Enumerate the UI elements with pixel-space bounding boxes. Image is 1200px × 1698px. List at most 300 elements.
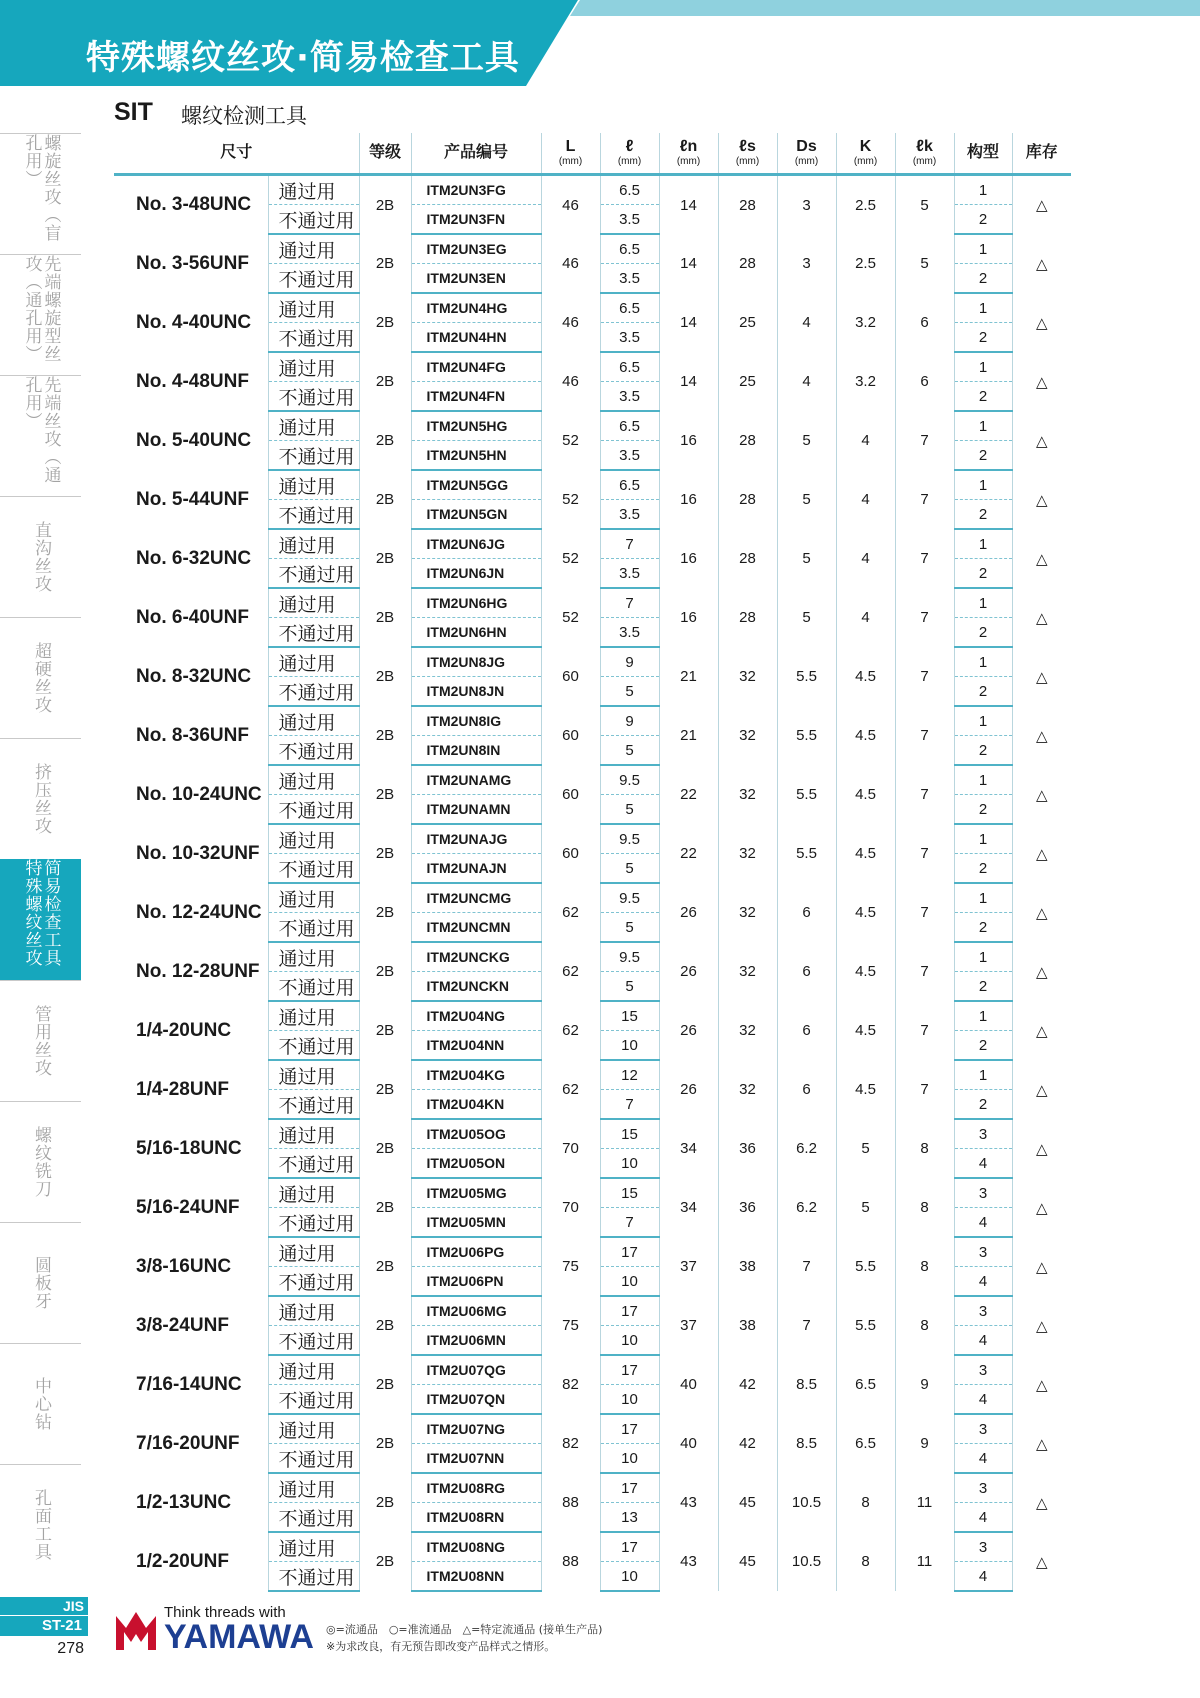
go-label-cell: 通过用 [268,765,359,795]
stock-cell: △ [1012,883,1071,942]
form-cell: 3 [954,1473,1012,1503]
table-row [114,470,1071,500]
table-row [114,529,1071,559]
thread-length-cell: 6.5 [600,293,659,323]
length-cell: 62 [541,883,600,942]
size-cell: No. 3-56UNF [136,252,249,274]
product-code-cell: ITM2U05OG [411,1119,541,1149]
size-cell: No. 5-40UNC [136,429,252,451]
shank-diameter-cell: 6.2 [777,1119,836,1178]
product-code-cell: ITM2U04NN [411,1031,541,1061]
product-code-cell: ITM2U05MN [411,1208,541,1238]
product-code-cell: ITM2U08NN [411,1562,541,1592]
size-cell: No. 5-44UNF [136,488,249,510]
side-nav-item[interactable] [0,980,81,1101]
shank-diameter-cell: 7 [777,1296,836,1355]
shank-diameter-cell: 4 [777,293,836,352]
neck-length-cell: 14 [659,293,718,352]
length-cell: 82 [541,1414,600,1473]
square-size-cell: 5.5 [836,1237,895,1296]
thread-length-cell: 3.5 [600,382,659,412]
product-code-cell: ITM2U08RN [411,1503,541,1533]
table-row [114,1532,1071,1562]
nogo-label-cell: 不通过用 [268,500,359,530]
side-nav-item[interactable] [0,1343,81,1464]
thread-length-cell: 5 [600,677,659,707]
length-cell: 88 [541,1532,600,1591]
column-header-label: 库存 [1025,144,1058,161]
thread-length-cell: 10 [600,1031,659,1061]
thread-length-cell: 17 [600,1532,659,1562]
thread-length-cell: 17 [600,1237,659,1267]
form-cell: 1 [954,706,1012,736]
grade-cell: 2B [359,706,411,765]
logo-tagline: Think threads with [164,1604,286,1621]
thread-length-cell: 10 [600,1149,659,1179]
product-code-cell: ITM2U06PN [411,1267,541,1297]
square-length-cell: 9 [895,1355,954,1414]
go-label-cell: 通过用 [268,1119,359,1149]
thread-length-cell: 9.5 [600,824,659,854]
square-size-cell: 3.2 [836,352,895,411]
table-row [114,706,1071,736]
square-length-cell: 8 [895,1119,954,1178]
shank-diameter-cell: 4 [777,352,836,411]
stock-cell: △ [1012,234,1071,293]
table-body [114,175,1071,1592]
length-cell: 62 [541,942,600,1001]
shank-diameter-cell: 6 [777,1001,836,1060]
side-nav-label: 管用丝攻 [31,1005,51,1077]
product-code-cell: ITM2UNCKG [411,942,541,972]
product-code-cell: ITM2U05MG [411,1178,541,1208]
length-cell: 60 [541,706,600,765]
stock-cell: △ [1012,1237,1071,1296]
shank-length-cell: 32 [718,706,777,765]
table-row [114,411,1071,441]
shank-diameter-cell: 8.5 [777,1355,836,1414]
side-nav-label: 直沟丝攻 [31,521,51,593]
column-header [114,133,359,175]
table-row [114,1001,1071,1031]
side-nav-item[interactable] [0,1222,81,1343]
square-length-cell: 7 [895,647,954,706]
form-cell: 1 [954,175,1012,205]
side-nav-item[interactable] [0,1464,81,1585]
form-cell: 1 [954,470,1012,500]
form-cell: 3 [954,1355,1012,1385]
stock-cell: △ [1012,1060,1071,1119]
form-cell: 2 [954,1031,1012,1061]
shank-length-cell: 32 [718,765,777,824]
shank-diameter-cell: 5.5 [777,824,836,883]
form-cell: 2 [954,736,1012,766]
size-cell: No. 6-32UNC [136,547,252,569]
shank-length-cell: 45 [718,1532,777,1591]
side-nav-item[interactable] [0,375,81,496]
size-cell: 3/8-16UNC [136,1255,232,1277]
neck-length-cell: 40 [659,1414,718,1473]
grade-cell: 2B [359,293,411,352]
stock-cell: △ [1012,352,1071,411]
shank-diameter-cell: 5.5 [777,706,836,765]
neck-length-cell: 16 [659,588,718,647]
form-cell: 1 [954,234,1012,264]
nogo-label-cell: 不通过用 [268,559,359,589]
square-length-cell: 11 [895,1532,954,1591]
go-label-cell: 通过用 [268,883,359,913]
square-size-cell: 8 [836,1532,895,1591]
stock-cell: △ [1012,942,1071,1001]
form-cell: 3 [954,1119,1012,1149]
square-length-cell: 8 [895,1237,954,1296]
column-header [541,133,600,175]
go-label-cell: 通过用 [268,1414,359,1444]
length-cell: 62 [541,1060,600,1119]
form-cell: 2 [954,205,1012,235]
shank-diameter-cell: 3 [777,234,836,293]
column-header-label: ℓn [679,138,698,155]
product-code-cell: ITM2UN8JN [411,677,541,707]
thread-length-cell: 6.5 [600,470,659,500]
form-cell: 3 [954,1296,1012,1326]
neck-length-cell: 26 [659,1001,718,1060]
product-code-cell: ITM2UN3EN [411,264,541,294]
form-cell: 1 [954,765,1012,795]
side-nav-label: 先端丝攻（通孔用） [21,376,61,484]
go-label-cell: 通过用 [268,1178,359,1208]
grade-cell: 2B [359,470,411,529]
thread-length-cell: 17 [600,1414,659,1444]
shank-diameter-cell: 5 [777,588,836,647]
grade-cell: 2B [359,234,411,293]
column-header [895,133,954,175]
go-label-cell: 通过用 [268,942,359,972]
column-header [777,133,836,175]
square-size-cell: 4.5 [836,942,895,1001]
nogo-label-cell: 不通过用 [268,736,359,766]
square-size-cell: 5.5 [836,1296,895,1355]
product-code-cell: ITM2UNAJG [411,824,541,854]
table-row [114,588,1071,618]
length-cell: 60 [541,647,600,706]
column-header-label: 等级 [368,144,401,161]
shank-length-cell: 38 [718,1296,777,1355]
product-code-cell: ITM2UN5GG [411,470,541,500]
square-size-cell: 4 [836,529,895,588]
form-cell: 2 [954,795,1012,825]
square-length-cell: 7 [895,411,954,470]
length-cell: 62 [541,1001,600,1060]
stock-cell: △ [1012,1296,1071,1355]
square-size-cell: 4 [836,588,895,647]
neck-length-cell: 43 [659,1532,718,1591]
go-label-cell: 通过用 [268,529,359,559]
grade-cell: 2B [359,411,411,470]
product-code-cell: ITM2UN5HG [411,411,541,441]
square-length-cell: 11 [895,1473,954,1532]
nogo-label-cell: 不通过用 [268,1267,359,1297]
size-cell: No. 6-40UNF [136,606,249,628]
size-cell: No. 3-48UNC [136,194,252,215]
square-length-cell: 7 [895,942,954,1001]
shank-length-cell: 42 [718,1414,777,1473]
thread-length-cell: 3.5 [600,559,659,589]
nogo-label-cell: 不通过用 [268,913,359,943]
thread-length-cell: 10 [600,1267,659,1297]
table-row [114,1237,1071,1267]
length-cell: 75 [541,1296,600,1355]
length-cell: 52 [541,470,600,529]
form-cell: 1 [954,942,1012,972]
nogo-label-cell: 不通过用 [268,1149,359,1179]
form-cell: 1 [954,824,1012,854]
square-length-cell: 7 [895,706,954,765]
go-label-cell: 通过用 [268,1532,359,1562]
table-row [114,352,1071,382]
logo-wordmark: YAMAWA [164,1618,314,1656]
size-cell: No. 8-32UNC [136,665,252,687]
length-cell: 88 [541,1473,600,1532]
thread-length-cell: 10 [600,1444,659,1474]
form-cell: 2 [954,441,1012,471]
form-cell: 3 [954,1532,1012,1562]
column-header-label: ℓs [739,138,756,155]
square-length-cell: 6 [895,293,954,352]
thread-length-cell: 3.5 [600,264,659,294]
neck-length-cell: 34 [659,1119,718,1178]
neck-length-cell: 22 [659,824,718,883]
size-cell: 5/16-18UNC [136,1137,242,1159]
table-row [114,647,1071,677]
product-code-cell: ITM2U07QG [411,1355,541,1385]
shank-length-cell: 38 [718,1237,777,1296]
column-header-label: ℓk [916,138,933,155]
neck-length-cell: 40 [659,1355,718,1414]
form-cell: 2 [954,913,1012,943]
column-header-label: L [565,138,576,155]
form-cell: 4 [954,1385,1012,1415]
stock-cell: △ [1012,1473,1071,1532]
product-code-cell: ITM2U07QN [411,1385,541,1415]
form-cell: 3 [954,1414,1012,1444]
product-code-cell: ITM2U08RG [411,1473,541,1503]
header-title: 特殊螺纹丝攻·简易检查工具 [86,38,520,78]
go-label-cell: 通过用 [268,588,359,618]
shank-length-cell: 32 [718,1060,777,1119]
product-code-cell: ITM2UNAJN [411,854,541,884]
grade-cell: 2B [359,1355,411,1414]
shank-length-cell: 36 [718,1119,777,1178]
form-cell: 1 [954,293,1012,323]
stock-cell: △ [1012,529,1071,588]
go-label-cell: 通过用 [268,234,359,264]
nogo-label-cell: 不通过用 [268,1562,359,1592]
product-code-cell: ITM2U07NG [411,1414,541,1444]
go-label-cell: 通过用 [268,293,359,323]
product-code-cell: ITM2UN8JG [411,647,541,677]
shank-length-cell: 32 [718,883,777,942]
form-cell: 1 [954,352,1012,382]
product-code-cell: ITM2UN6JN [411,559,541,589]
table-row [114,293,1071,323]
thread-length-cell: 17 [600,1473,659,1503]
square-size-cell: 5 [836,1119,895,1178]
size-cell: 7/16-14UNC [136,1373,242,1395]
square-size-cell: 4 [836,470,895,529]
thread-length-cell: 3.5 [600,500,659,530]
table-row [114,1178,1071,1208]
size-cell: No. 4-40UNC [136,311,252,333]
go-label-cell: 通过用 [268,1001,359,1031]
grade-cell: 2B [359,1060,411,1119]
thread-length-cell: 9.5 [600,765,659,795]
side-nav-item[interactable] [0,254,81,375]
grade-cell: 2B [359,1532,411,1591]
grade-cell: 2B [359,1414,411,1473]
side-nav-item[interactable] [0,1101,81,1222]
table-row [114,1296,1071,1326]
length-cell: 70 [541,1178,600,1237]
grade-cell: 2B [359,883,411,942]
grade-cell: 2B [359,1001,411,1060]
product-code-cell: ITM2UNAMN [411,795,541,825]
grade-cell: 2B [359,647,411,706]
nogo-label-cell: 不通过用 [268,382,359,412]
shank-length-cell: 42 [718,1355,777,1414]
thread-length-cell: 10 [600,1385,659,1415]
product-code-cell: ITM2UN6HG [411,588,541,618]
go-label-cell: 通过用 [268,470,359,500]
thread-length-cell: 6.5 [600,234,659,264]
length-cell: 46 [541,293,600,352]
stock-cell: △ [1012,411,1071,470]
grade-cell: 2B [359,1473,411,1532]
form-cell: 1 [954,883,1012,913]
product-code-cell: ITM2U04KN [411,1090,541,1120]
nogo-label-cell: 不通过用 [268,1503,359,1533]
shank-diameter-cell: 7 [777,1237,836,1296]
shank-length-cell: 28 [718,175,777,235]
neck-length-cell: 26 [659,1060,718,1119]
nogo-label-cell: 不通过用 [268,972,359,1002]
neck-length-cell: 26 [659,942,718,1001]
go-label-cell: 通过用 [268,1237,359,1267]
form-cell: 2 [954,677,1012,707]
shank-length-cell: 36 [718,1178,777,1237]
thread-length-cell: 3.5 [600,618,659,648]
column-header-label: ℓ [625,138,634,155]
product-code-cell: ITM2U04KG [411,1060,541,1090]
side-nav-item[interactable] [0,859,81,980]
neck-length-cell: 26 [659,883,718,942]
go-label-cell: 通过用 [268,411,359,441]
square-length-cell: 5 [895,175,954,235]
neck-length-cell: 21 [659,647,718,706]
thread-length-cell: 13 [600,1503,659,1533]
nogo-label-cell: 不通过用 [268,1326,359,1356]
side-nav-label: 先端螺旋型丝攻（通孔用） [21,255,61,363]
table-row [114,175,1071,205]
thread-length-cell: 7 [600,588,659,618]
thread-length-cell: 5 [600,854,659,884]
column-header [359,133,411,175]
nogo-label-cell: 不通过用 [268,441,359,471]
thread-length-cell: 9 [600,706,659,736]
go-label-cell: 通过用 [268,1355,359,1385]
shank-diameter-cell: 6.2 [777,1178,836,1237]
shank-diameter-cell: 10.5 [777,1532,836,1591]
form-cell: 2 [954,1090,1012,1120]
form-cell: 2 [954,972,1012,1002]
neck-length-cell: 16 [659,529,718,588]
length-cell: 82 [541,1355,600,1414]
thread-length-cell: 5 [600,913,659,943]
nogo-label-cell: 不通过用 [268,1090,359,1120]
square-size-cell: 2.5 [836,175,895,235]
shank-length-cell: 25 [718,293,777,352]
shank-diameter-cell: 6 [777,883,836,942]
form-cell: 4 [954,1444,1012,1474]
column-header-unit: (mm) [853,156,878,167]
thread-length-cell: 6.5 [600,352,659,382]
go-label-cell: 通过用 [268,647,359,677]
form-cell: 2 [954,382,1012,412]
side-nav-item[interactable] [0,496,81,617]
length-cell: 46 [541,175,600,235]
section-title: 螺纹检测工具 [181,104,307,128]
section-code: SIT [114,98,153,126]
length-cell: 52 [541,411,600,470]
go-label-cell: 通过用 [268,706,359,736]
neck-length-cell: 21 [659,706,718,765]
table-row [114,1119,1071,1149]
length-cell: 46 [541,234,600,293]
product-code-cell: ITM2UN4HN [411,323,541,353]
shank-diameter-cell: 5.5 [777,765,836,824]
side-nav-item[interactable] [0,738,81,859]
length-cell: 46 [541,352,600,411]
column-header-unit: (mm) [558,156,583,167]
form-cell: 4 [954,1562,1012,1592]
stock-cell: △ [1012,824,1071,883]
go-label-cell: 通过用 [268,1296,359,1326]
side-nav-label: 简易检查工具特殊螺纹丝攻 [21,859,61,967]
side-nav-item[interactable] [0,617,81,738]
side-nav-item[interactable] [0,133,81,254]
go-label-cell: 通过用 [268,175,359,205]
shank-diameter-cell: 5 [777,470,836,529]
stock-cell: △ [1012,1001,1071,1060]
square-size-cell: 5 [836,1178,895,1237]
thread-length-cell: 9.5 [600,942,659,972]
product-code-cell: ITM2U07NN [411,1444,541,1474]
table-header-row [114,133,1071,175]
thread-length-cell: 7 [600,529,659,559]
form-cell: 3 [954,1178,1012,1208]
grade-cell: 2B [359,175,411,235]
square-length-cell: 7 [895,1060,954,1119]
size-cell: 1/4-28UNF [136,1078,229,1100]
go-label-cell: 通过用 [268,824,359,854]
column-header [659,133,718,175]
nogo-label-cell: 不通过用 [268,1385,359,1415]
column-header [411,133,541,175]
length-cell: 60 [541,765,600,824]
product-code-cell: ITM2UN3FN [411,205,541,235]
column-header [954,133,1012,175]
stock-legend: ◎=流通品 ○=准流通品 △=特定流通品 (接单生产品) [326,1623,603,1636]
